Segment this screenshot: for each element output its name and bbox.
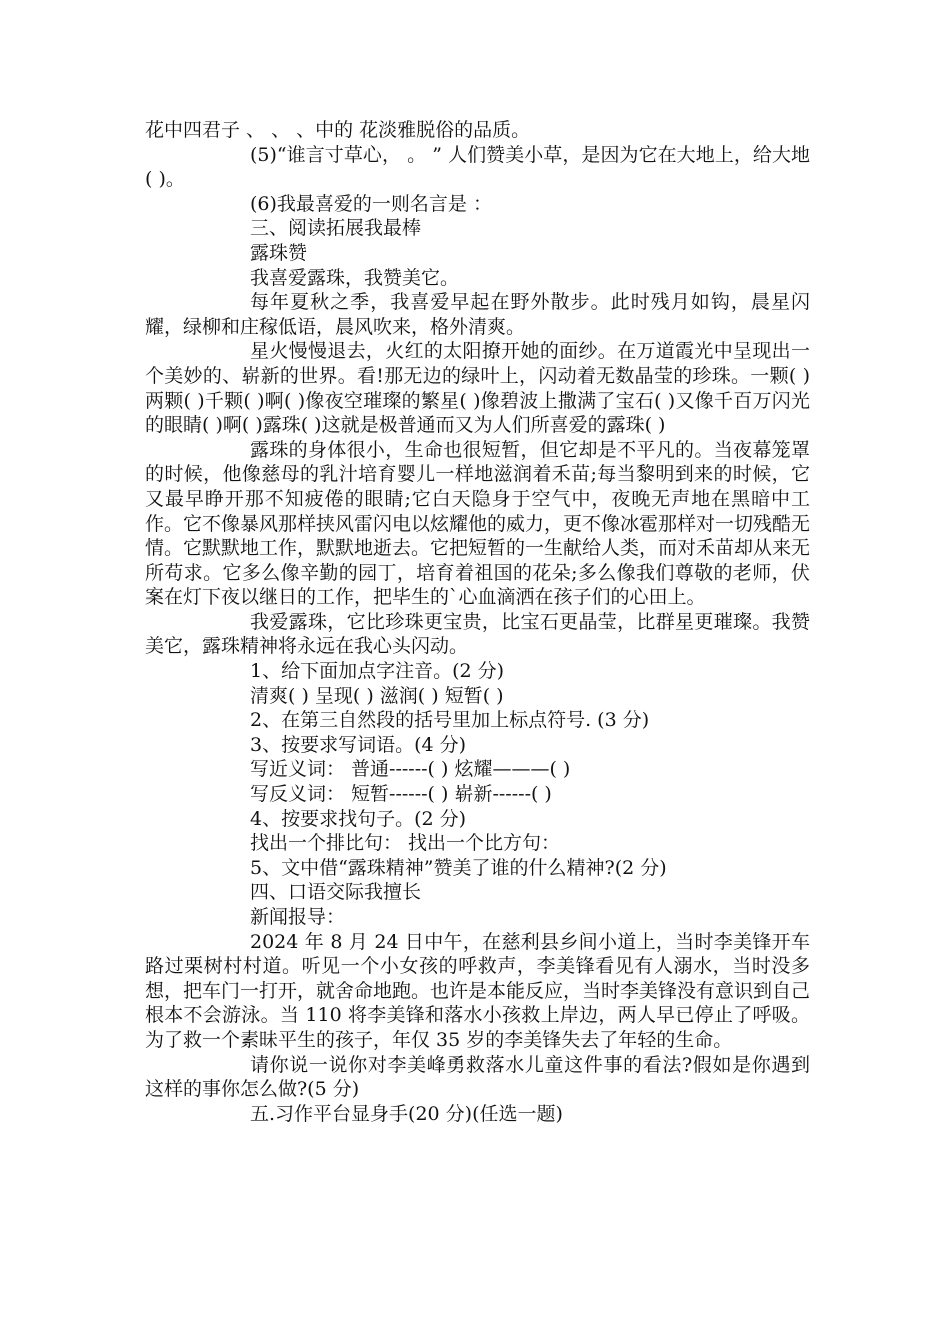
article-paragraph-4: 露珠的身体很小，生命也很短暂，但它却是不平凡的。当夜幕笼罩的时候，他像慈母的乳汁培育婴儿一样地滋润着禾苗;每当黎明到来的时候，它又最早睁开那不知疲倦的眼睛;它白天隐身于空气中，夜晚无声地在黑暗中工作。它不像暴风那样挟风雷闪电以炫耀他的威力，更不像冰雹那样对一切残酷无情。它默默地工作，默默地逝去。它把短暂的一生献给人类，而对禾苗却从来无所苟求。它多么像辛勤的园丁，培育着祖国的花朵;多么像我们尊敬的老师，伏案在灯下夜以继日的工作，把毕生的`心血滴洒在孩子们的心田上。	[145, 438, 811, 609]
section-5-heading: 五.习作平台显身手(20 分)(任选一题)	[250, 1102, 563, 1125]
article-paragraph-2: 每年夏秋之季，我喜爱早起在野外散步。此时残月如钩，晨星闪耀，绿柳和庄稼低语，晨风吹来，格外清爽。	[145, 291, 810, 338]
paragraph-flower-gentlemen: 花中四君子 、 、 、中的 花淡雅脱俗的品质。	[145, 119, 531, 141]
exercise-1-words: 清爽( ) 呈现( ) 滋润( ) 短暂( )	[250, 684, 504, 707]
exercise-3: 3、按要求写词语。(4 分)	[250, 733, 467, 756]
document-page	[145, 118, 810, 1126]
news-report-body: 2024 年 8 月 24 日中午，在慈利县乡间小道上，当时李美锋开车路过栗树村村道。听见一个小女孩的呼救声，李美锋看见有人溺水，当时没多想，把车门一打开，就舍命地跑。也许是本能反应，当时李美锋没有意识到自己根本不会游泳。当 110 将李美锋和落水小孩救上岸边，两人早已停止了呼吸。为了救一个素昧平生的孩子，年仅 35 岁的李美锋失去了年轻的生命。	[145, 930, 811, 1051]
oral-question: 请你说一说你对李美峰勇救落水儿童这件事的看法?假如是你遇到这样的事你怎么做?(5 分)	[145, 1053, 810, 1101]
exercise-4-sentences: 找出一个排比句： 找出一个比方句：	[250, 832, 561, 855]
article-paragraph-5: 我爱露珠，它比珍珠更宝贵，比宝石更晶莹，比群星更璀璨。我赞美它，露珠精神将永远在我心头闪动。	[145, 610, 810, 658]
exercise-2: 2、在第三自然段的括号里加上标点符号. (3 分)	[250, 709, 650, 732]
exercise-3-antonyms: 写反义词： 短暂------( ) 崭新------( )	[250, 783, 552, 806]
exercise-4: 4、按要求找句子。(2 分)	[250, 807, 467, 830]
article-paragraph-1: 我喜爱露珠，我赞美它。	[250, 266, 460, 289]
article-paragraph-3: 星火慢慢退去，火红的太阳撩开她的面纱。在万道霞光中呈现出一个美妙的、崭新的世界。看!那无边的绿叶上，闪动着无数晶莹的珍珠。一颗( )两颗( )千颗( )啊( )像夜空璀璨的繁星( )像碧波上撒满了宝石( )又像千百万闪光的眼睛( )啊( )露珠( )这就是极普通而又为人们所喜爱的露珠( )	[145, 340, 810, 437]
news-report-label: 新闻报导：	[250, 906, 346, 928]
article-title: 露珠赞	[250, 241, 308, 264]
exercise-1: 1、给下面加点字注音。(2 分)	[250, 660, 505, 683]
exercise-5: 5、文中借“露珠精神”赞美了谁的什么精神?(2 分)	[250, 856, 667, 879]
section-3-heading: 三、阅读拓展我最棒	[250, 217, 422, 240]
question-5-grass: (5)“谁言寸草心， 。 ” 人们赞美小草，是因为它在大地上，给大地( )。	[145, 143, 810, 191]
section-4-heading: 四、口语交际我擅长	[250, 881, 422, 904]
exercise-3-synonyms: 写近义词： 普通------( ) 炫耀———( )	[250, 758, 571, 781]
question-6-quote: (6)我最喜爱的一则名言是 ：	[250, 192, 492, 215]
